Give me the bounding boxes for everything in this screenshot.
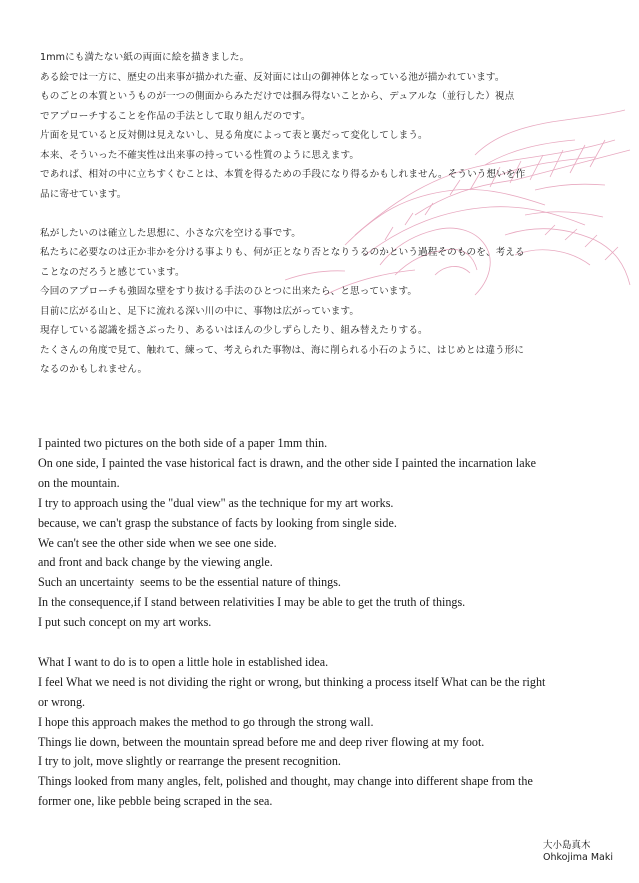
text-line: ことなのだろうと感じています。	[40, 266, 185, 278]
text-line: たくさんの角度で見て、触れて、練って、考えられた事物は、海に削られる小石のように、はじめとは違う形に	[40, 344, 525, 356]
text-line: 今回のアプローチも強固な壁をすり抜ける手法のひとつに出来たら、と思っています。	[40, 286, 418, 297]
text-line: We can't see the other side when we see one side.	[38, 535, 277, 550]
text-line: 私たちに必要なのは正か非かを分ける事よりも、何が正となり否となりうるのかという過程そのものを、考える	[40, 247, 525, 258]
text-line: Such an uncertainty seems to be the essential nature of things.	[38, 575, 341, 590]
text-line: What I want to do is to open a little hole in established idea.	[38, 654, 329, 669]
text-line: I painted two pictures on the both side of a paper 1mm thin.	[38, 436, 328, 450]
english-text	[38, 434, 613, 812]
text-line: former one, like pebble being scraped in the sea.	[38, 794, 273, 809]
text-line: I hope this approach makes the method to go through the strong wall.	[38, 714, 374, 729]
signature-japanese: 大小島真木	[543, 840, 591, 851]
text-line: and front and back change by the viewing angle.	[38, 555, 273, 570]
text-line: Things lie down, between the mountain spread before me and deep river flowing at my foot.	[38, 734, 485, 749]
text-line: or wrong.	[38, 694, 86, 709]
text-line: 目前に広がる山と、足下に流れる深い川の中に、事物は広がっています。	[40, 305, 360, 317]
japanese-paragraph-2	[40, 224, 605, 380]
japanese-text	[40, 48, 605, 380]
english-paragraph-1	[38, 434, 613, 633]
text-line: 片面を見ていると反対側は見えないし、見る角度によって表と裏だって変化してしまう。	[40, 130, 428, 141]
signature-english: Ohkojima Maki	[543, 852, 614, 863]
text-line: 1mmにも満たない紙の両面に絵を描きました。	[40, 52, 250, 63]
signature	[543, 840, 633, 864]
text-line: 私がしたいのは確立した思想に、小さな穴を空ける事です。	[40, 227, 301, 239]
text-line: Things looked from many angles, felt, polished and thought, may change into different shape from the	[38, 774, 533, 789]
text-line: 本来、そういった不確実性は出来事の持っている性質のように思えます。	[40, 149, 360, 161]
text-line: 品に寄せています。	[40, 188, 127, 200]
text-line: because, we can't grasp the substance of facts by looking from single side.	[38, 515, 397, 530]
text-line: on the mountain.	[38, 475, 120, 490]
text-line: なるのかもしれません。	[40, 364, 148, 375]
text-line: I feel What we need is not dividing the right or wrong, but thinking a process itself What can be the right	[38, 674, 546, 689]
text-line: であれば、相対の中に立ちすくむことは、本質を得るための手段になり得るかもしれません。そういう想いを作	[40, 169, 526, 180]
text-line: でアプローチすることを作品の手法として取り組んだのです。	[40, 110, 311, 122]
english-paragraph-2	[38, 653, 613, 812]
text-line: ものごとの本質というものが一つの側面からみただけでは掴み得ないことから、デュアルな（並行した）視点	[40, 91, 515, 102]
text-line: I try to approach using the "dual view" as the technique for my art works.	[38, 495, 394, 510]
text-line: ある絵では一方に、歴史の出来事が描かれた壷、反対面には山の御神体となっている池が描かれています。	[40, 71, 505, 83]
text-line: In the consequence,if I stand between relativities I may be able to get the truth of things.	[38, 595, 466, 610]
text-line: I put such concept on my art works.	[38, 615, 212, 630]
text-line: I try to jolt, move slightly or rearrange the present recognition.	[38, 754, 341, 769]
text-line: 現存している認識を揺さぶったり、あるいはほんの少しずらしたり、組み替えたりする。	[40, 325, 428, 336]
japanese-paragraph-1	[40, 48, 605, 204]
text-line: On one side, I painted the vase historical fact is drawn, and the other side I painted the incarnation lake	[38, 455, 537, 470]
